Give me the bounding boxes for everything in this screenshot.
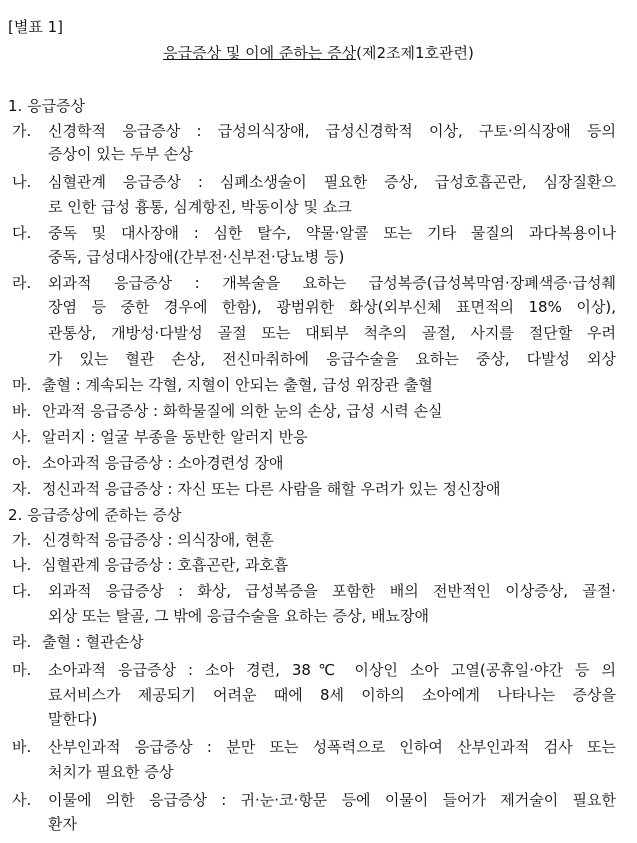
list-item (12, 120, 616, 142)
item-line: 관통상, 개방성·다발성 골절 또는 대퇴부 척추의 골절, 사지를 절단할 우려 (48, 324, 616, 342)
item-line: 출혈 : 혈관손상 (42, 633, 144, 651)
list-item (12, 631, 144, 653)
list-item (12, 736, 616, 758)
item-line: 알러지 : 얼굴 부종을 동반한 알러지 반응 (42, 428, 308, 446)
section-1-heading: 1. 응급증상 (8, 97, 86, 115)
item-line: 증상이 있는 두부 손상 (48, 145, 193, 163)
list-item (12, 426, 308, 448)
item-line: 심혈관계 응급증상 : 호흡곤란, 과호흡 (42, 556, 289, 574)
item-marker: 마. (12, 661, 32, 679)
item-marker: 마. (12, 376, 32, 394)
title-ref: (제2조제1호관련) (356, 44, 474, 62)
list-item (12, 374, 433, 396)
page-title (0, 42, 637, 64)
section-2-heading: 2. 응급증상에 준하는 증상 (8, 506, 182, 524)
item-line: 료서비스가 제공되기 어려운 때에 8세 이하의 소아에게 나타나는 증상을 (48, 686, 616, 704)
item-line: 말한다) (48, 710, 98, 728)
item-line: 출혈 : 계속되는 각혈, 지혈이 안되는 출혈, 급성 위장관 출혈 (42, 376, 433, 394)
item-line: 장염 등 중한 경우에 한함), 광범위한 화상(외부신체 표면적의 18% 이상), (48, 298, 616, 316)
item-line: 외상 또는 탈골, 그 밖에 응급수술을 요하는 증상, 배뇨장애 (48, 607, 429, 625)
title-main: 응급증상 및 이에 준하는 증상 (163, 44, 357, 62)
list-item (12, 580, 616, 602)
item-marker: 나. (12, 173, 32, 191)
item-marker: 아. (12, 454, 32, 472)
item-line: 소아과적 응급증상 : 소아 경련, 38℃ 이상인 소아 고열(공휴일·야간 등 의 (48, 661, 616, 679)
item-marker: 자. (12, 480, 32, 498)
list-item (12, 529, 274, 551)
item-marker: 다. (12, 224, 32, 242)
item-line: 이물에 의한 응급증상 : 귀·눈·코·항문 등에 이물이 들어가 제거술이 필요한 (48, 791, 616, 809)
item-line: 소아과적 응급증상 : 소아경련성 장애 (42, 454, 284, 472)
item-marker: 다. (12, 582, 32, 600)
item-line: 외과적 응급증상 : 개복술을 요하는 급성복증(급성복막염·장폐색증·급성췌 (48, 274, 616, 292)
list-item (12, 478, 501, 500)
list-item (12, 789, 616, 811)
list-item (12, 400, 443, 422)
item-line: 신경학적 응급증상 : 의식장애, 현훈 (42, 531, 274, 549)
item-marker: 라. (12, 274, 32, 292)
list-item (12, 222, 616, 244)
item-line: 환자 (48, 815, 77, 833)
annex-tag: [별표 1] (8, 18, 63, 36)
item-line: 안과적 응급증상 : 화학물질에 의한 눈의 손상, 급성 시력 손실 (42, 402, 443, 420)
item-line: 처치가 필요한 증상 (48, 763, 174, 781)
item-line: 산부인과적 응급증상 : 분만 또는 성폭력으로 인하여 산부인과적 검사 또는 (48, 738, 616, 756)
item-line: 가 있는 혈관 손상, 전신마취하에 응급수술을 요하는 중상, 다발성 외상 (48, 350, 616, 368)
item-marker: 나. (12, 556, 32, 574)
item-marker: 가. (12, 531, 32, 549)
item-marker: 바. (12, 738, 32, 756)
list-item (12, 272, 616, 294)
item-marker: 가. (12, 122, 32, 140)
item-line: 신경학적 응급증상 : 급성의식장애, 급성신경학적 이상, 구토·의식장애 등의 (48, 122, 616, 140)
list-item (12, 659, 616, 681)
list-item (12, 171, 616, 193)
item-line: 외과적 응급증상 : 화상, 급성복증을 포함한 배의 전반적인 이상증상, 골절· (48, 582, 616, 600)
item-line: 중독 및 대사장애 : 심한 탈수, 약물·알콜 또는 기타 물질의 과다복용이나 (48, 224, 616, 242)
item-marker: 사. (12, 791, 32, 809)
item-marker: 라. (12, 633, 32, 651)
item-line: 심혈관계 응급증상 : 심폐소생술이 필요한 증상, 급성호흡곤란, 심장질환으 (48, 173, 616, 191)
item-line: 중독, 급성대사장애(간부전·신부전·당뇨병 등) (48, 248, 345, 266)
item-line: 정신과적 응급증상 : 자신 또는 다른 사람을 해할 우려가 있는 정신장애 (42, 480, 501, 498)
item-marker: 바. (12, 402, 32, 420)
item-marker: 사. (12, 428, 32, 446)
list-item (12, 554, 288, 576)
list-item (12, 452, 284, 474)
item-line: 로 인한 급성 흉통, 심계항진, 박동이상 및 쇼크 (48, 198, 352, 216)
